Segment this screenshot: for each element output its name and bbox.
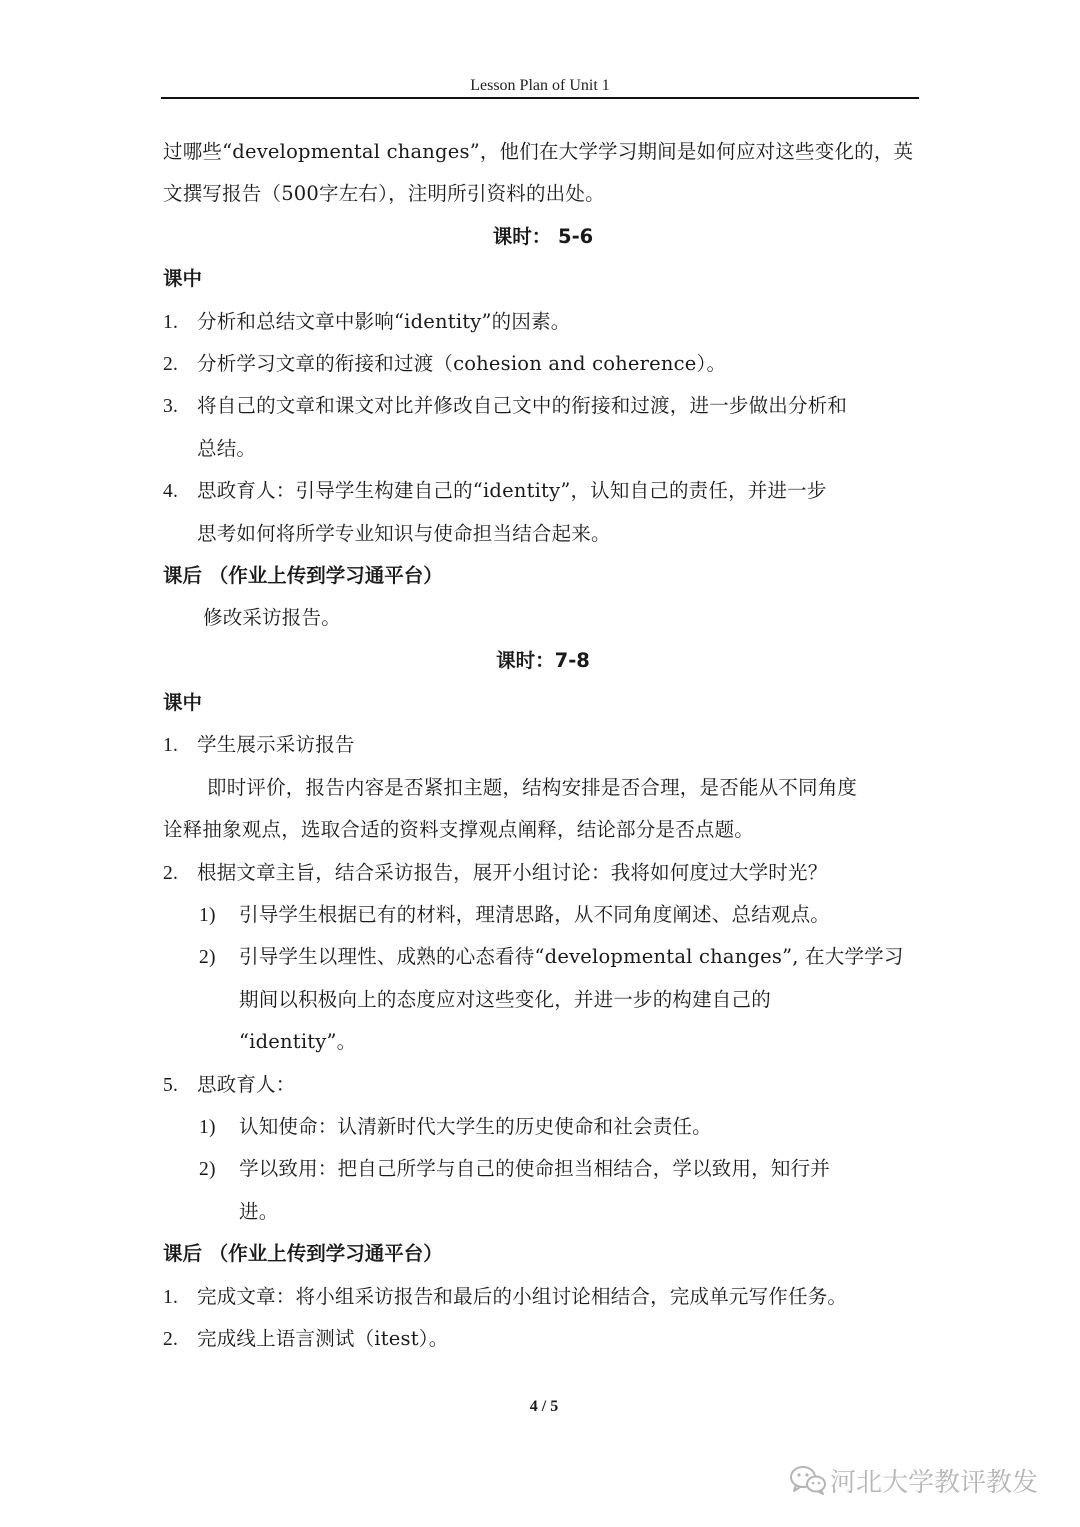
item-number: 3. — [163, 396, 179, 418]
sub-item-text: 引导学生以理性、成熟的心态看待“developmental changes”, 在大学学习 — [239, 945, 904, 969]
item-text: 思政育人： — [197, 1072, 296, 1096]
sub-item-number: 1) — [199, 905, 216, 927]
item-text: 完成文章：将小组采访报告和最后的小组讨论相结合，完成单元写作任务。 — [197, 1284, 848, 1308]
item-text: 分析和总结文章中影响“identity”的因素。 — [197, 309, 571, 333]
item-continuation: 思考如何将所学专业知识与使命担当结合起来。 — [197, 521, 611, 545]
after-class-heading: 课后 （作业上传到学习通平台） — [163, 1242, 443, 1266]
sub-item — [163, 1148, 923, 1190]
list-item — [163, 301, 923, 343]
list-item — [163, 852, 923, 894]
item-number: 1. — [163, 1286, 179, 1308]
document-body — [163, 131, 923, 1360]
list-item — [163, 470, 923, 512]
item-number: 2. — [163, 862, 179, 884]
evaluation-line-2: 诠释抽象观点，选取合适的资料支撑观点阐释，结论部分是否点题。 — [163, 818, 755, 842]
item-number: 2. — [163, 1328, 179, 1350]
header-rule — [161, 97, 919, 99]
item-number: 2. — [163, 353, 179, 375]
list-item — [163, 1276, 923, 1318]
in-class-heading: 课中 — [163, 691, 203, 715]
item-number: 1. — [163, 311, 179, 333]
sub-item — [163, 936, 923, 978]
evaluation-line-1: 即时评价，报告内容是否紧扣主题，结构安排是否合理，是否能从不同角度 — [207, 775, 858, 799]
watermark — [788, 1458, 1038, 1502]
sub-item-text: 学以致用：把自己所学与自己的使命担当相结合，学以致用，知行并 — [239, 1157, 831, 1181]
page-number: 4 / 5 — [529, 1398, 559, 1415]
sub-item — [163, 894, 923, 936]
in-class-heading: 课中 — [163, 267, 203, 291]
item-text: 学生展示采访报告 — [197, 733, 355, 757]
intro-line-1: 过哪些“developmental changes”，他们在大学学习期间是如何应对这些变化的，英 — [163, 140, 914, 163]
sub-item-text: 认知使命：认清新时代大学生的历史使命和社会责任。 — [239, 1114, 712, 1138]
intro-line-2: 文撰写报告（500字左右），注明所引资料的出处。 — [163, 182, 605, 206]
sub-item-number: 2) — [199, 947, 216, 969]
item-continuation: 总结。 — [197, 436, 257, 460]
item-text: 思政育人：引导学生构建自己的“identity”，认知自己的责任，并进一步 — [197, 479, 827, 503]
sub-item-continuation: “identity”。 — [239, 1030, 357, 1054]
sub-item-number: 2) — [199, 1159, 216, 1181]
after-class-heading: 课后 （作业上传到学习通平台） — [163, 563, 443, 587]
item-text: 完成线上语言测试（itest）。 — [197, 1326, 449, 1350]
list-item — [163, 724, 923, 766]
sub-item-continuation: 期间以积极向上的态度应对这些变化，并进一步的构建自己的 — [239, 987, 771, 1011]
sub-item-continuation: 进。 — [239, 1199, 279, 1223]
after-class-text: 修改采访报告。 — [203, 606, 341, 630]
wechat-icon — [788, 1464, 828, 1496]
section-title-7-8: 课时：7-8 — [496, 648, 590, 672]
list-item — [163, 385, 923, 427]
sub-item-text: 引导学生根据已有的材料，理清思路，从不同角度阐述、总结观点。 — [239, 903, 831, 927]
watermark-text: 河北大学教评教发 — [830, 1467, 1039, 1498]
list-item — [163, 343, 923, 385]
item-text: 将自己的文章和课文对比并修改自己文中的衔接和过渡，进一步做出分析和 — [197, 394, 848, 418]
item-text: 根据文章主旨，结合采访报告，展开小组讨论：我将如何度过大学时光？ — [197, 860, 828, 884]
item-number: 4. — [163, 481, 179, 503]
item-number: 1. — [163, 735, 179, 757]
page-header-title: Lesson Plan of Unit 1 — [470, 77, 610, 94]
sub-item-number: 1) — [199, 1116, 216, 1138]
list-item — [163, 1064, 923, 1106]
section-title-5-6: 课时： 5-6 — [492, 224, 594, 248]
item-number: 5. — [163, 1074, 179, 1096]
item-text: 分析学习文章的衔接和过渡（cohesion and coherence）。 — [197, 351, 727, 375]
list-item — [163, 1318, 923, 1360]
sub-item — [163, 1106, 923, 1148]
